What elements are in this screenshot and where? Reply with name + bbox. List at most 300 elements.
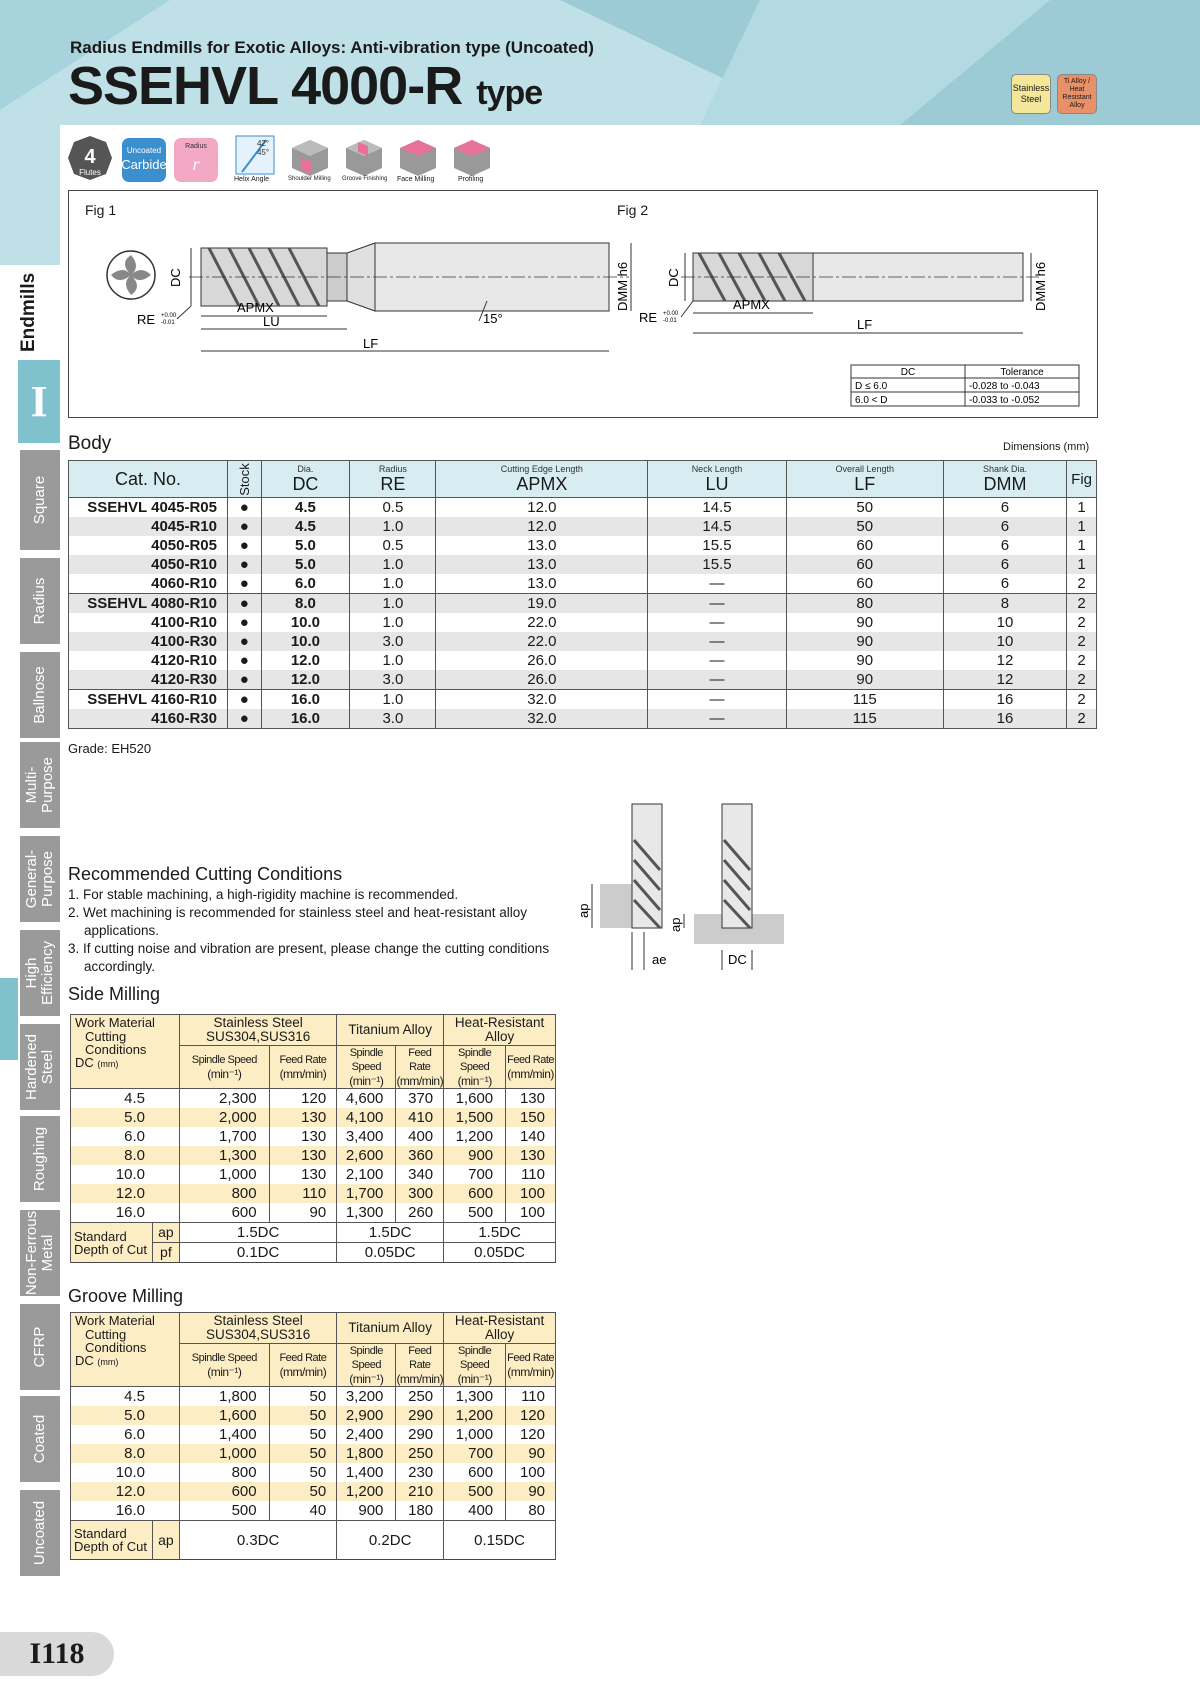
sidebar-tab-12[interactable] (20, 1490, 60, 1576)
cell-lu: — (648, 690, 786, 710)
fig1-angle-label: 15° (483, 311, 503, 326)
sidebar-tab-label: Uncoated (31, 1500, 48, 1566)
carbide-label: Carbide (121, 157, 167, 172)
col-cat: Cat. No. (69, 461, 228, 498)
ap-value: 1.5DC (444, 1223, 556, 1243)
spindle-speed-header (180, 1046, 270, 1089)
cell-dmm: 10 (943, 613, 1066, 632)
cell-fig: 1 (1067, 517, 1097, 536)
cond-dc: 6.0 (71, 1127, 180, 1146)
ap-value: 0.3DC (180, 1521, 337, 1560)
feed-label: Feed Rate (279, 1054, 327, 1066)
cond-row (71, 1108, 556, 1127)
cond-dc: 8.0 (71, 1146, 180, 1165)
cell-lf: 50 (786, 517, 943, 536)
cond-value: 4,600 (337, 1089, 396, 1109)
cell-lf: 115 (786, 690, 943, 710)
sidebar-tab-label: Non-Ferrous Metal (23, 1210, 56, 1296)
cond-row (71, 1463, 556, 1482)
cell-lu: — (648, 632, 786, 651)
cond-value: 1,000 (444, 1425, 506, 1444)
cell-apmx: 13.0 (436, 555, 648, 574)
fig2-re-tol-top: +0.00 (663, 311, 679, 317)
cond-value: 120 (506, 1406, 556, 1425)
sidebar-tab-9[interactable] (20, 1210, 60, 1296)
helix-caption: Helix Angle (234, 176, 270, 183)
feed-label: Feed Rate (408, 1345, 432, 1371)
sidebar-tab-3[interactable] (20, 652, 60, 738)
feed-label: Feed Rate (507, 1352, 554, 1364)
helix-top: 42° (256, 139, 270, 148)
cond-value: 600 (444, 1184, 506, 1203)
profiling-icon (454, 140, 490, 176)
conditions-note-2: 2. Wet machining is recommended for stainless steel and heat-resistant alloy applications. (68, 905, 527, 938)
flutes-number: 4 (84, 146, 96, 168)
profiling-caption: Profiling (458, 176, 484, 183)
cond-value: 210 (396, 1482, 444, 1501)
cell-stock: ● (228, 632, 262, 651)
cell-lu: 15.5 (648, 555, 786, 574)
sidebar-tab-label: Coated (31, 1414, 48, 1464)
cond-value: 90 (506, 1482, 556, 1501)
cond-value: 900 (444, 1146, 506, 1165)
fig2-dc-label: DC (666, 268, 681, 287)
cond-value: 600 (180, 1482, 270, 1501)
cell-lf: 60 (786, 555, 943, 574)
cutting-diagram (576, 800, 786, 972)
cell-dmm: 6 (943, 498, 1066, 518)
cond-value: 500 (444, 1482, 506, 1501)
body-row (69, 613, 1097, 632)
pf-label: pf (152, 1243, 179, 1263)
fig2-apmx-label: APMX (733, 297, 770, 312)
std-depth-row-ap (71, 1521, 556, 1560)
cell-dc: 12.0 (261, 670, 350, 690)
sidebar-tab-label: Roughing (31, 1126, 48, 1192)
cond-corner (71, 1015, 180, 1089)
cond-value: 500 (180, 1501, 270, 1521)
uncoated-label: Uncoated (126, 146, 162, 155)
body-row (69, 651, 1097, 670)
feed-rate-header (269, 1344, 337, 1387)
cond-value: 300 (396, 1184, 444, 1203)
tol-head-dc: DC (900, 367, 916, 378)
groove-finishing-icon (346, 140, 382, 176)
feed-rate-header (269, 1046, 337, 1089)
cond-value: 50 (269, 1444, 337, 1463)
cond-value: 50 (269, 1425, 337, 1444)
cond-value: 230 (396, 1463, 444, 1482)
fig2-tool (681, 253, 1039, 301)
cell-dc: 10.0 (261, 632, 350, 651)
carbide-icon (121, 138, 167, 182)
cond-dc: 12.0 (71, 1482, 180, 1501)
cell-re: 1.0 (350, 574, 436, 594)
body-table-header (69, 461, 1097, 498)
cell-lu: — (648, 670, 786, 690)
cond-value: 1,200 (337, 1482, 396, 1501)
cell-dmm: 8 (943, 594, 1066, 614)
face-caption: Face Milling (397, 176, 435, 183)
dc-label: DC (75, 1055, 94, 1070)
sidebar-tab-label: General- Purpose (23, 849, 56, 909)
cond-dc: 4.5 (71, 1387, 180, 1407)
sidebar-tab-11[interactable] (20, 1396, 60, 1482)
cond-value: 1,400 (337, 1463, 396, 1482)
side-milling-table (70, 1014, 556, 1263)
cell-dmm: 6 (943, 574, 1066, 594)
cond-value: 150 (506, 1108, 556, 1127)
cond-value: 250 (396, 1444, 444, 1463)
material-header-3: Heat-Resistant Alloy (444, 1015, 556, 1046)
col-dmm (943, 461, 1066, 498)
spindle-speed-header (180, 1344, 270, 1387)
cell-apmx: 26.0 (436, 670, 648, 690)
cell-stock: ● (228, 517, 262, 536)
feed-label: Feed Rate (279, 1352, 327, 1364)
feed-unit: (mm/min) (396, 1372, 444, 1386)
cond-value: 600 (180, 1203, 270, 1223)
body-row (69, 594, 1097, 614)
sidebar-tab-4[interactable] (20, 742, 60, 828)
material-header-1: Stainless Steel SUS304,SUS316 (180, 1313, 337, 1344)
cond-value: 90 (506, 1444, 556, 1463)
cond-value: 2,300 (180, 1089, 270, 1109)
sidebar-tab-10[interactable] (20, 1304, 60, 1390)
cell-apmx: 12.0 (436, 498, 648, 518)
ti-alloy-badge (1057, 74, 1097, 114)
sidebar-tab-1[interactable] (20, 450, 60, 550)
cond-value: 600 (444, 1463, 506, 1482)
cell-re: 1.0 (350, 613, 436, 632)
body-row (69, 690, 1097, 710)
body-row (69, 498, 1097, 518)
cond-value: 130 (269, 1165, 337, 1184)
cond-value: 800 (180, 1184, 270, 1203)
cond-value: 3,400 (337, 1127, 396, 1146)
fig1-re-label: RE (137, 312, 156, 327)
cond-value: 110 (506, 1387, 556, 1407)
cell-lf: 90 (786, 613, 943, 632)
cond-value: 90 (269, 1203, 337, 1223)
helix-bottom: 45° (256, 148, 270, 157)
groove-milling-diagram (668, 804, 784, 970)
cond-value: 100 (506, 1203, 556, 1223)
body-row (69, 709, 1097, 729)
cond-value: 1,200 (444, 1127, 506, 1146)
ap-value: 1.5DC (337, 1223, 444, 1243)
col-stock-label: Stock (236, 462, 252, 496)
cond-value: 40 (269, 1501, 337, 1521)
std-depth-row-ap (71, 1223, 556, 1243)
conditions-notes (68, 886, 568, 976)
cond-value: 120 (506, 1425, 556, 1444)
cell-re: 3.0 (350, 709, 436, 729)
cond-value: 1,600 (444, 1089, 506, 1109)
cond-dc: 10.0 (71, 1165, 180, 1184)
cond-row (71, 1203, 556, 1223)
fig1-end-view (107, 251, 155, 299)
cell-dc: 8.0 (261, 594, 350, 614)
page-number: I118 (0, 1632, 114, 1676)
cell-dmm: 6 (943, 536, 1066, 555)
cond-value: 340 (396, 1165, 444, 1184)
cell-dc: 16.0 (261, 709, 350, 729)
ap-label: ap (152, 1521, 179, 1560)
cell-apmx: 13.0 (436, 574, 648, 594)
cond-value: 1,400 (180, 1425, 270, 1444)
cutting-conditions-label: Cutting Conditions (85, 1029, 147, 1057)
radius-icon (174, 138, 218, 182)
cond-value: 100 (506, 1463, 556, 1482)
col-dc-small: Dia. (297, 463, 314, 474)
cond-value: 1,700 (180, 1127, 270, 1146)
figure-box (68, 190, 1098, 418)
ap-value: 1.5DC (180, 1223, 337, 1243)
cell-lu: — (648, 574, 786, 594)
work-material-label: Work Material (75, 1313, 155, 1328)
cond-value: 2,000 (180, 1108, 270, 1127)
cond-value: 700 (444, 1165, 506, 1184)
cond-dc: 10.0 (71, 1463, 180, 1482)
tolerance-table (851, 365, 1079, 406)
dc-label: DC (75, 1353, 94, 1368)
cell-re: 1.0 (350, 594, 436, 614)
cell-cat: 4060-R10 (69, 574, 228, 594)
cond-value: 1,800 (180, 1387, 270, 1407)
cell-re: 3.0 (350, 632, 436, 651)
radius-symbol: r (192, 154, 200, 174)
spindle-speed-header (444, 1046, 506, 1089)
sidebar-tab-label: CFRP (31, 1326, 48, 1368)
cond-value: 1,600 (180, 1406, 270, 1425)
sidebar-tab-5[interactable] (20, 836, 60, 922)
cutting-conditions-label: Cutting Conditions (85, 1327, 147, 1355)
dc-unit: (mm) (97, 1059, 119, 1069)
cell-cat: SSEHVL 4160-R10 (69, 690, 228, 710)
cell-cat: 4120-R10 (69, 651, 228, 670)
fig1-apmx-label: APMX (237, 300, 274, 315)
sidebar-active-marker (0, 978, 18, 1060)
conditions-note-3: 3. If cutting noise and vibration are present, please change the cutting conditions accordingly. (68, 941, 550, 974)
cell-fig: 2 (1067, 670, 1097, 690)
cond-value: 1,300 (337, 1203, 396, 1223)
cell-re: 0.5 (350, 536, 436, 555)
col-lf-small: Overall Length (835, 463, 895, 474)
pf-value: 0.05DC (444, 1243, 556, 1263)
spindle-unit: (min⁻¹) (349, 1074, 384, 1088)
cell-cat: 4050-R10 (69, 555, 228, 574)
cell-lf: 90 (786, 632, 943, 651)
cell-lf: 60 (786, 574, 943, 594)
cell-dc: 4.5 (261, 498, 350, 518)
cond-corner (71, 1313, 180, 1387)
material-header-2: Titanium Alloy (337, 1313, 444, 1344)
cond-value: 360 (396, 1146, 444, 1165)
cell-apmx: 19.0 (436, 594, 648, 614)
col-apmx-big: APMX (516, 473, 568, 494)
cell-dc: 10.0 (261, 613, 350, 632)
feed-rate-header (396, 1344, 444, 1387)
cell-lf: 90 (786, 670, 943, 690)
feed-unit: (mm/min) (507, 1067, 554, 1081)
cond-value: 80 (506, 1501, 556, 1521)
sidebar-tab-2[interactable] (20, 558, 60, 644)
col-dc (261, 461, 350, 498)
helix-angle-icon (236, 136, 274, 174)
cell-fig: 2 (1067, 709, 1097, 729)
sidebar-tab-6[interactable] (20, 930, 60, 1016)
cond-row (71, 1165, 556, 1184)
cell-fig: 2 (1067, 613, 1097, 632)
face-milling-icon (400, 140, 436, 176)
spindle-unit: (min⁻¹) (457, 1074, 492, 1088)
col-re-big: RE (380, 473, 406, 494)
cond-value: 130 (506, 1089, 556, 1109)
cell-fig: 2 (1067, 574, 1097, 594)
feed-rate-header (506, 1344, 556, 1387)
groove-caption: Groove Finishing (342, 176, 388, 182)
feed-rate-header (396, 1046, 444, 1089)
cell-cat: 4100-R30 (69, 632, 228, 651)
feed-unit: (mm/min) (279, 1067, 327, 1081)
cell-stock: ● (228, 613, 262, 632)
col-stock (228, 461, 262, 498)
cond-dc: 6.0 (71, 1425, 180, 1444)
stainless-steel-badge (1011, 74, 1051, 114)
cell-lf: 115 (786, 709, 943, 729)
cond-value: 260 (396, 1203, 444, 1223)
cell-apmx: 22.0 (436, 613, 648, 632)
cell-fig: 2 (1067, 632, 1097, 651)
cond-row (71, 1127, 556, 1146)
spindle-unit: (min⁻¹) (457, 1372, 492, 1386)
cond-value: 250 (396, 1387, 444, 1407)
cell-stock: ● (228, 498, 262, 518)
conditions-title: Recommended Cutting Conditions (68, 864, 343, 884)
spindle-speed-header (444, 1344, 506, 1387)
diagram-ae: ae (652, 952, 667, 967)
cell-fig: 2 (1067, 690, 1097, 710)
col-apmx-small: Cutting Edge Length (500, 463, 583, 474)
cond-header-row (71, 1313, 556, 1344)
cell-dc: 16.0 (261, 690, 350, 710)
shoulder-milling-icon (292, 140, 328, 176)
cond-value: 130 (506, 1146, 556, 1165)
page-title (68, 55, 542, 117)
cond-value: 1,000 (180, 1165, 270, 1184)
cell-dc: 12.0 (261, 651, 350, 670)
cond-row (71, 1501, 556, 1521)
tol-row2-value: -0.033 to -0.052 (969, 395, 1040, 406)
cond-value: 1,700 (337, 1184, 396, 1203)
cell-dmm: 6 (943, 517, 1066, 536)
cell-apmx: 12.0 (436, 517, 648, 536)
feed-label: Feed Rate (408, 1047, 432, 1073)
fig1-lu-label: LU (263, 314, 280, 329)
cond-row (71, 1387, 556, 1407)
material-header-1: Stainless Steel SUS304,SUS316 (180, 1015, 337, 1046)
sidebar-tab-label: Square (31, 475, 48, 525)
cond-row (71, 1406, 556, 1425)
sidebar-tab-label: Radius (31, 577, 48, 625)
dc-label-wrap (75, 1056, 175, 1071)
groove-milling-title: Groove Milling (68, 1286, 184, 1306)
ap-value: 0.2DC (337, 1521, 444, 1560)
cell-fig: 1 (1067, 536, 1097, 555)
cell-dmm: 16 (943, 690, 1066, 710)
spindle-unit: (min⁻¹) (207, 1365, 242, 1379)
cell-dmm: 6 (943, 555, 1066, 574)
cell-lu: 14.5 (648, 498, 786, 518)
cond-value: 410 (396, 1108, 444, 1127)
cond-dc: 4.5 (71, 1089, 180, 1109)
cell-apmx: 13.0 (436, 536, 648, 555)
cond-value: 180 (396, 1501, 444, 1521)
cond-row (71, 1425, 556, 1444)
cell-lu: — (648, 709, 786, 729)
cond-value: 130 (269, 1127, 337, 1146)
conditions-note-1: 1. For stable machining, a high-rigidity machine is recommended. (68, 887, 459, 902)
dc-unit: (mm) (97, 1357, 119, 1367)
cond-value: 500 (444, 1203, 506, 1223)
cond-value: 50 (269, 1463, 337, 1482)
spindle-label: Spindle Speed (458, 1345, 492, 1371)
pf-value: 0.1DC (180, 1243, 337, 1263)
cond-row (71, 1184, 556, 1203)
sidebar-tab-label: High Efficiency (23, 941, 56, 1005)
cell-stock: ● (228, 670, 262, 690)
cell-apmx: 32.0 (436, 709, 648, 729)
fig1-dc-label: DC (168, 268, 183, 287)
title-suffix: type (476, 74, 543, 112)
cond-value: 900 (337, 1501, 396, 1521)
grade-note: Grade: EH520 (68, 741, 152, 756)
sidebar-tab-8[interactable] (20, 1116, 60, 1202)
cell-stock: ● (228, 594, 262, 614)
feed-unit: (mm/min) (507, 1365, 554, 1379)
cell-cat: 4045-R10 (69, 517, 228, 536)
cond-value: 1,300 (444, 1387, 506, 1407)
shoulder-caption: Shoulder Milling (288, 176, 331, 182)
cond-dc: 5.0 (71, 1108, 180, 1127)
badge-ti-label: Ti Alloy / Heat Resistant Alloy (1062, 78, 1092, 109)
tol-row1-value: -0.028 to -0.043 (969, 381, 1040, 392)
dimensions-note: Dimensions (mm) (1003, 441, 1090, 453)
feed-unit: (mm/min) (279, 1365, 327, 1379)
fig1-dmm-label: DMM h6 (615, 261, 630, 311)
cond-value: 2,900 (337, 1406, 396, 1425)
flutes-label: Flutes (79, 168, 101, 177)
body-table (68, 460, 1097, 729)
cell-re: 1.0 (350, 517, 436, 536)
spindle-label: Spindle Speed (191, 1054, 257, 1066)
sidebar-tab-7[interactable] (20, 1024, 60, 1110)
body-row (69, 517, 1097, 536)
cell-dmm: 12 (943, 670, 1066, 690)
cond-value: 290 (396, 1425, 444, 1444)
body-section-title: Body (68, 433, 112, 454)
sidebar-tab-label: Multi- Purpose (23, 757, 56, 813)
cell-cat: 4120-R30 (69, 670, 228, 690)
spindle-label: Spindle Speed (191, 1352, 257, 1364)
col-re-small: Radius (378, 463, 407, 474)
cond-value: 400 (396, 1127, 444, 1146)
spindle-label: Spindle Speed (458, 1047, 492, 1073)
col-dmm-big: DMM (983, 473, 1027, 494)
cell-lf: 80 (786, 594, 943, 614)
cond-value: 400 (444, 1501, 506, 1521)
